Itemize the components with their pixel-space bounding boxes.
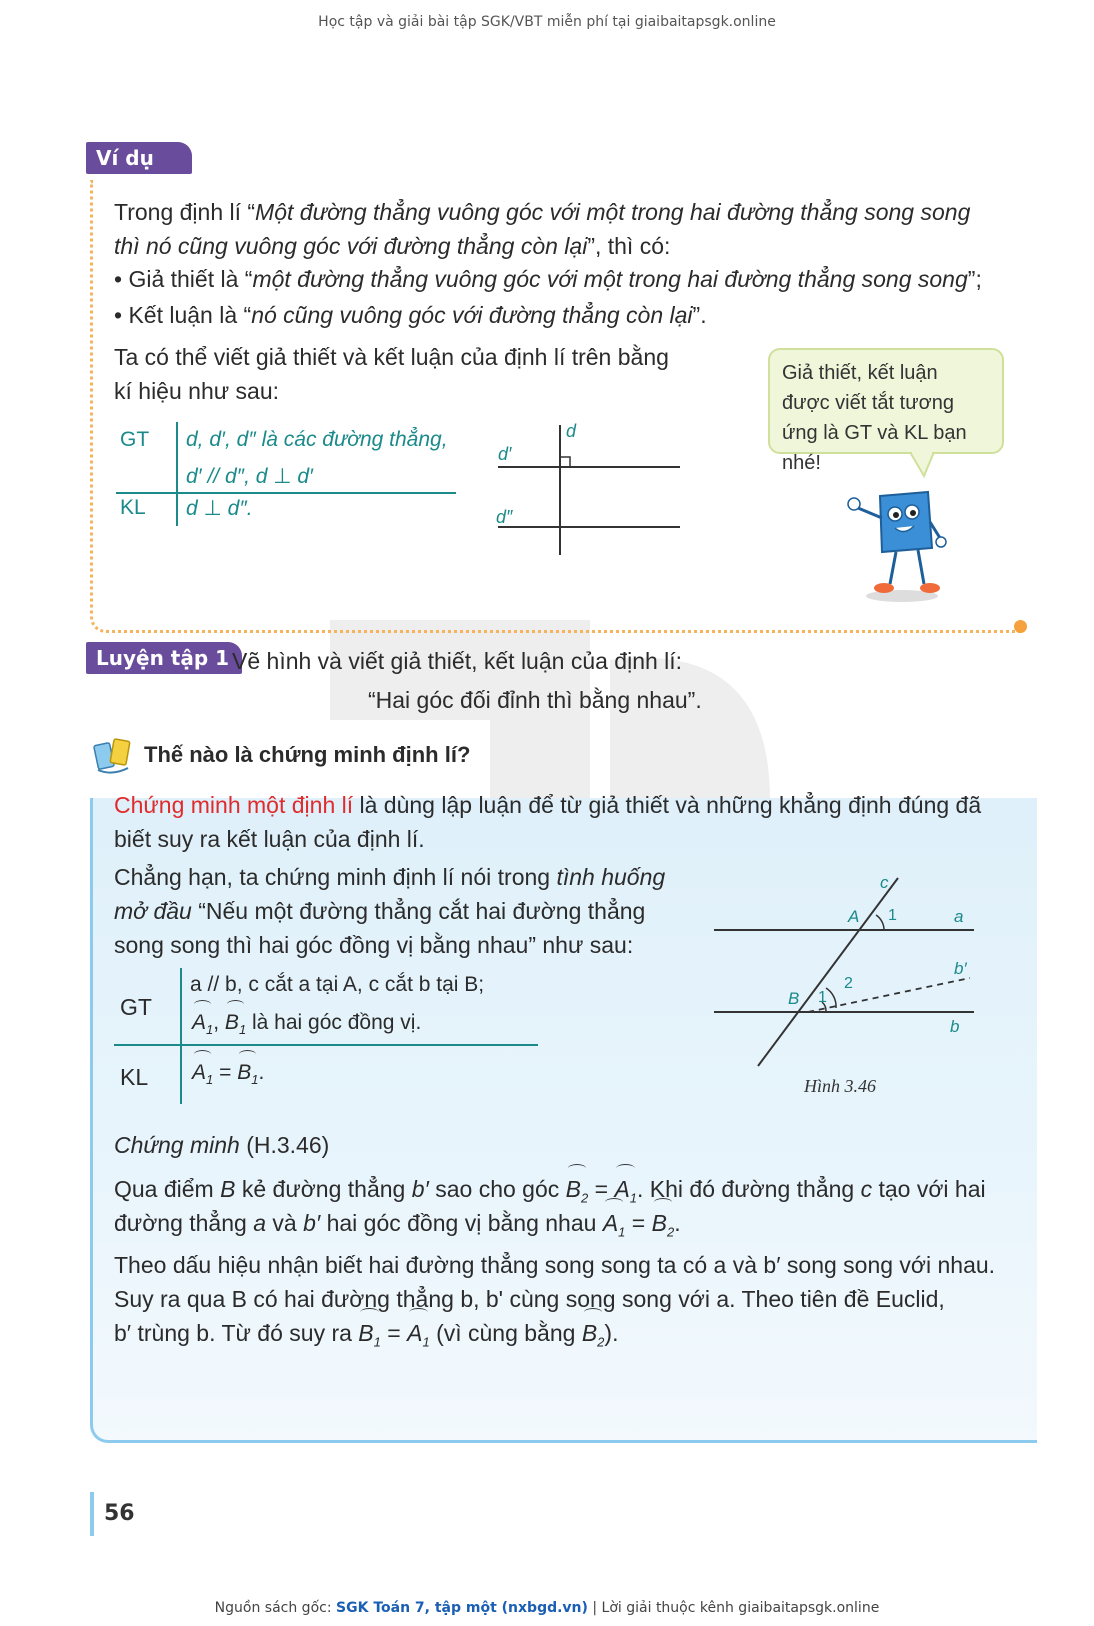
proof-line-1: Qua điểm B kẻ đường thẳng b′ sao cho góc $B_2 = A_1$. Khi đó đường thẳng c tạo với hai xyxy=(114,1172,1014,1216)
fig-label-b-prime: b′ xyxy=(954,959,967,978)
proof-line-5: b′ trùng b. Từ đó suy ra $B_1 = A_1$ (vì cùng bằng $B_2$). xyxy=(114,1316,1014,1360)
example-paragraph: Trong định lí “Một đường thẳng vuông góc với một trong hai đường thẳng song song thì nó cũng vuông góc với đường thẳng còn lại”, thì có: xyxy=(114,199,971,259)
example-tag: Ví dụ xyxy=(86,142,192,174)
perpendicular-figure xyxy=(490,415,690,560)
label-d2: d″ xyxy=(496,507,513,527)
gt-line-1: d, d′, d″ là các đường thẳng, xyxy=(186,428,448,451)
speech-bubble: Giả thiết, kết luận được viết tắt tương ứng là GT và KL bạn nhé! xyxy=(768,348,1004,454)
header-note: Học tập và giải bài tập SGK/VBT miễn phí tại giaibaitapsgk.online xyxy=(318,14,776,30)
practice-quote: “Hai góc đối đỉnh thì bằng nhau”. xyxy=(368,687,702,713)
mascot-character xyxy=(840,488,960,608)
example-bullet-conclusion: • Kết luận là “nó cũng vuông góc với đường thẳng còn lại”. xyxy=(114,302,707,328)
figure-caption: Hình 3.46 xyxy=(804,1076,876,1096)
example-box-dot xyxy=(1014,620,1027,633)
gtkl-divider-h xyxy=(116,492,456,494)
proof-line-2: đường thẳng a và b′ hai góc đồng vị bằng nhau $A_1 = B_2$. xyxy=(114,1206,1014,1250)
proof-line-4: Suy ra qua B có hai đường thẳng b, b' cùng song song với a. Theo tiên đề Euclid, xyxy=(114,1286,945,1312)
fig-label-b: b xyxy=(950,1017,960,1036)
label-d: d xyxy=(566,421,577,441)
example-bullet-hypothesis: • Giả thiết là “một đường thẳng vuông góc với một trong hai đường thẳng song song”; xyxy=(114,266,982,292)
footer-note: Nguồn sách gốc: SGK Toán 7, tập một (nxbgd.vn) | Lời giải thuộc kênh giaibaitapsgk.online xyxy=(214,1600,880,1616)
kl-label: KL xyxy=(120,496,146,519)
proof-gt-line-2: $A_1$, $B_1$ là hai góc đồng vị. xyxy=(192,1008,421,1045)
footer-source-link[interactable]: SGK Toán 7, tập một (nxbgd.vn) xyxy=(336,1600,588,1616)
example-notation-intro: Ta có thể viết giả thiết và kết luận của định lí trên bằng kí hiệu như sau: xyxy=(114,344,669,404)
kl-line-1: d ⊥ d″. xyxy=(186,497,253,520)
fig-angle-B2: 2 xyxy=(844,975,853,992)
proof-gt-label: GT xyxy=(120,994,152,1020)
proof-section-title: Thế nào là chứng minh định lí? xyxy=(144,742,471,767)
gt-line-2: d′ // d″, d ⊥ d′ xyxy=(186,465,313,488)
gt-label: GT xyxy=(120,428,150,451)
proof-heading: Chứng minh (H.3.46) xyxy=(114,1132,330,1158)
proof-example-intro: Chẳng hạn, ta chứng minh định lí nói trong tình huống mở đầu “Nếu một đường thẳng cắt hai đường thẳng song song thì hai góc đồng vị bằng nhau” như sau: xyxy=(114,864,666,958)
proof-definition: Chứng minh một định lí là dùng lập luận để từ giả thiết và những khẳng định đúng đã biết suy ra kết luận của định lí. xyxy=(114,792,982,852)
proof-line-3: Theo dấu hiệu nhận biết hai đường thẳng song song ta có a và b′ song song với nhau. xyxy=(114,1252,996,1278)
fig-angle-A1: 1 xyxy=(888,907,897,924)
fig-label-B: B xyxy=(788,989,800,1008)
practice-tag: Luyện tập 1 xyxy=(86,642,242,674)
proof-kl-line-1: $A_1 = B_1$. xyxy=(192,1058,264,1095)
fig-label-A: A xyxy=(848,907,860,926)
page-number: 56 xyxy=(90,1492,144,1536)
speech-bubble-tail xyxy=(910,452,940,478)
fig-angle-B1: 1 xyxy=(818,989,827,1006)
figure-3-46 xyxy=(708,870,988,1110)
fig-label-c: c xyxy=(880,873,889,892)
practice-text: Vẽ hình và viết giả thiết, kết luận của định lí: xyxy=(232,648,683,674)
fig-label-a: a xyxy=(954,907,964,926)
label-d1: d′ xyxy=(498,444,512,464)
proof-gtkl-divider-v xyxy=(180,968,182,1104)
proof-gt-line-1: a // b, c cắt a tại A, c cắt b tại B; xyxy=(190,973,485,996)
gtkl-divider-v xyxy=(176,422,178,526)
book-icon xyxy=(92,736,136,776)
proof-kl-label: KL xyxy=(120,1064,149,1090)
